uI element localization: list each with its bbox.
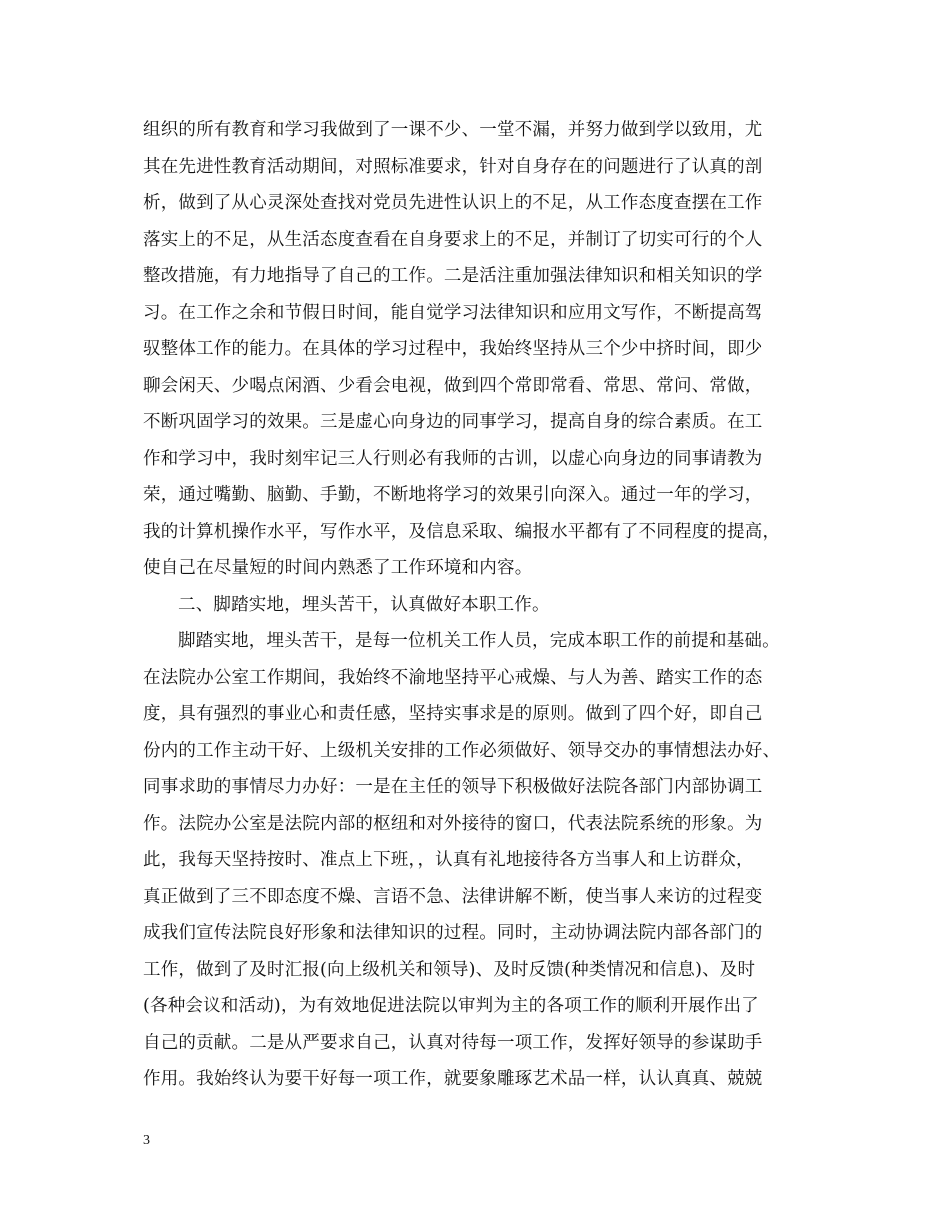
body-text — [143, 112, 823, 1098]
page-number: 3 — [143, 1133, 150, 1148]
text-line: 工作，做到了及时汇报(向上级机关和领导)、及时反馈(种类情况和信息)、及时 — [143, 959, 756, 980]
text-line: 脚踏实地，埋头苦干，是每一位机关工作人员，完成本职工作的前提和基础。 — [178, 631, 780, 651]
text-line: 组织的所有教育和学习我做到了一课不少、一堂不漏，并努力做到学以致用，尤 — [143, 120, 763, 140]
text-line: 落实上的不足，从生活态度查看在自身要求上的不足，并制订了切实可行的个人 — [143, 229, 763, 250]
text-line: 作。法院办公室是法院内部的枢纽和对外接待的窗口，代表法院系统的形象。为 — [143, 813, 763, 834]
text-line: 聊会闲天、少喝点闲酒、少看会电视，做到四个常即常看、常思、常问、常做， — [143, 375, 763, 396]
text-line: 自己的贡献。二是从严要求自己，认真对待每一项工作，发挥好领导的参谋助手 — [143, 1032, 763, 1053]
text-line: 此，我每天坚持按时、准点上下班，，认真有礼地接待各方当事人和上访群众， — [143, 850, 754, 870]
text-line: (各种会议和活动)，为有效地促进法院以审判为主的各项工作的顺利开展作出了 — [143, 996, 759, 1016]
text-line: 作用。我始终认为要干好每一项工作，就要象雕琢艺术品一样，认认真真、兢兢 — [143, 1069, 763, 1089]
text-line: 其在先进性教育活动期间，对照标准要求，针对自身存在的问题进行了认真的剖 — [143, 156, 763, 177]
text-line: 析，做到了从心灵深处查找对党员先进性认识上的不足，从工作态度查摆在工作 — [143, 193, 763, 213]
text-line: 习。在工作之余和节假日时间，能自觉学习法律知识和应用文写作，不断提高驾 — [143, 302, 763, 323]
text-line: 度，具有强烈的事业心和责任感，坚持实事求是的原则。做到了四个好，即自己 — [143, 704, 763, 724]
text-line: 真正做到了三不即态度不燥、言语不急、法律讲解不断，使当事人来访的过程变 — [143, 886, 763, 907]
text-line: 驭整体工作的能力。在具体的学习过程中，我始终坚持从三个少中挤时间，即少 — [143, 339, 763, 359]
text-line: 我的计算机操作水平，写作水平，及信息采取、编报水平都有了不同程度的提高， — [143, 521, 781, 542]
text-line: 同事求助的事情尽力办好：一是在主任的领导下积极做好法院各部门内部协调工 — [143, 777, 763, 797]
text-line: 份内的工作主动干好、上级机关安排的工作必须做好、领导交办的事情想法办好、 — [143, 740, 781, 761]
text-line: 成我们宣传法院良好形象和法律知识的过程。同时，主动协调法院内部各部门的 — [143, 923, 763, 943]
text-line: 整改措施，有力地指导了自己的工作。二是活注重加强法律知识和相关知识的学 — [143, 266, 763, 286]
text-line: 不断巩固学习的效果。三是虚心向身边的同事学习，提高自身的综合素质。在工 — [143, 412, 763, 432]
text-line: 使自己在尽量短的时间内熟悉了工作环境和内容。 — [143, 558, 533, 578]
section-heading: 二、脚踏实地，埋头苦干，认真做好本职工作。 — [178, 594, 550, 615]
text-line: 作和学习中，我时刻牢记三人行则必有我师的古训，以虚心向身边的同事请教为 — [143, 448, 763, 469]
text-line: 在法院办公室工作期间，我始终不渝地坚持平心戒燥、与人为善、踏实工作的态 — [143, 667, 763, 688]
text-line: 荣，通过嘴勤、脑勤、手勤，不断地将学习的效果引向深入。通过一年的学习， — [143, 485, 763, 505]
